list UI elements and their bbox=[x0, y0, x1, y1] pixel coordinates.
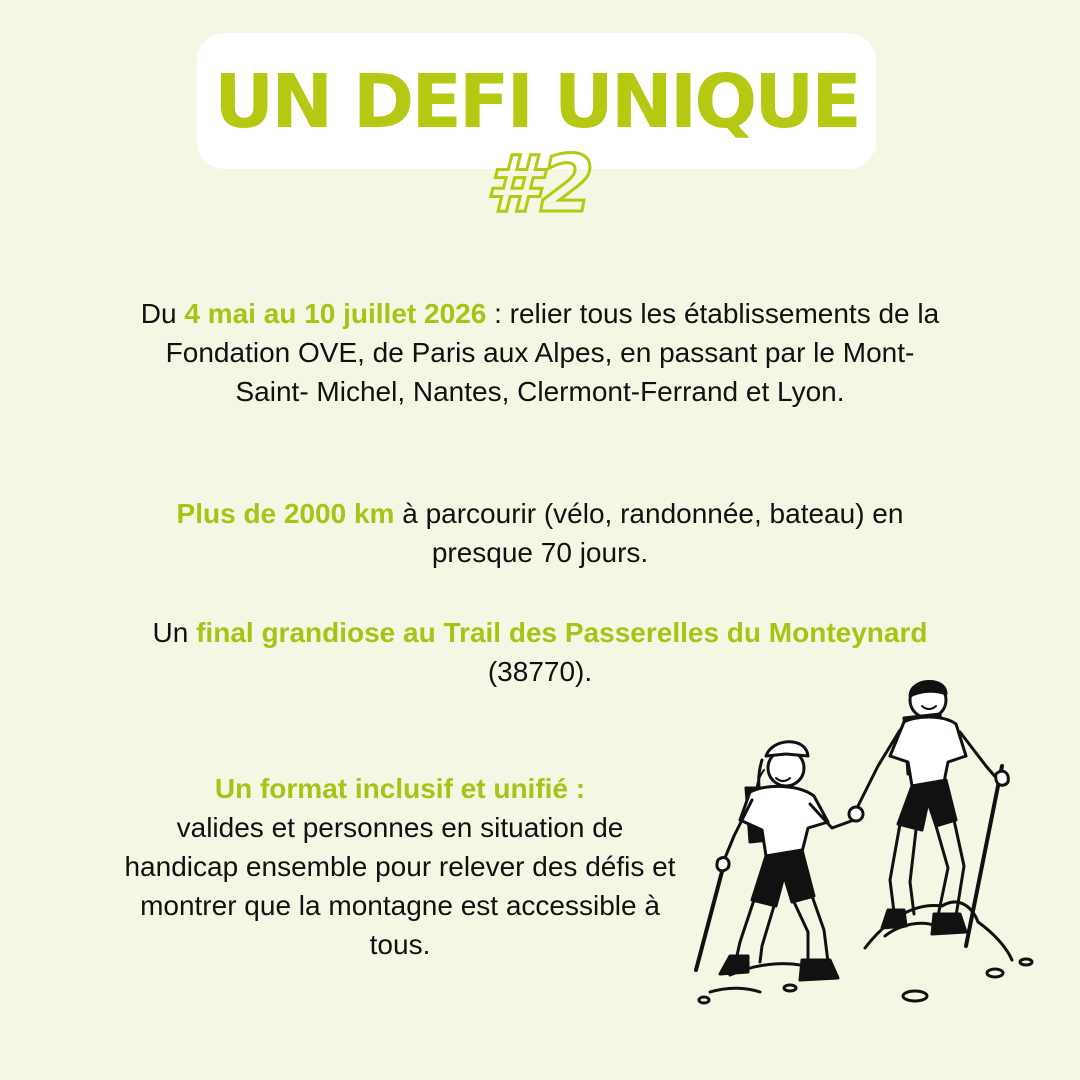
dates-highlight: 4 mai au 10 juillet 2026 bbox=[184, 298, 487, 329]
format-paragraph bbox=[120, 769, 680, 964]
distance-paragraph bbox=[140, 494, 940, 572]
dates-paragraph bbox=[140, 294, 940, 411]
dates-description: : relier tous les établissements de la Fondation OVE, de Paris aux Alpes, en passant par le Mont-Saint- Michel, Nantes, Clermont-Ferrand et Lyon. bbox=[165, 298, 940, 407]
format-description: valides et personnes en situation de handicap ensemble pour relever des défis et montrer que la montagne est accessible à tous. bbox=[124, 812, 676, 960]
final-highlight: final grandiose au Trail des Passerelles du Monteynard bbox=[196, 617, 928, 648]
hikers-illustration bbox=[690, 670, 1050, 1020]
format-highlight: Un format inclusif et unifié : bbox=[214, 773, 586, 804]
dates-intro: Du bbox=[140, 298, 185, 329]
page-title: UN DEFI UNIQUE bbox=[214, 59, 859, 145]
distance-description: à parcourir (vélo, randonnée, bateau) en presque 70 jours. bbox=[394, 498, 904, 568]
page-subtitle-number: #2 bbox=[485, 140, 595, 230]
final-intro: Un bbox=[152, 617, 197, 648]
final-description: (38770). bbox=[487, 656, 593, 687]
distance-highlight: Plus de 2000 km bbox=[176, 498, 395, 529]
